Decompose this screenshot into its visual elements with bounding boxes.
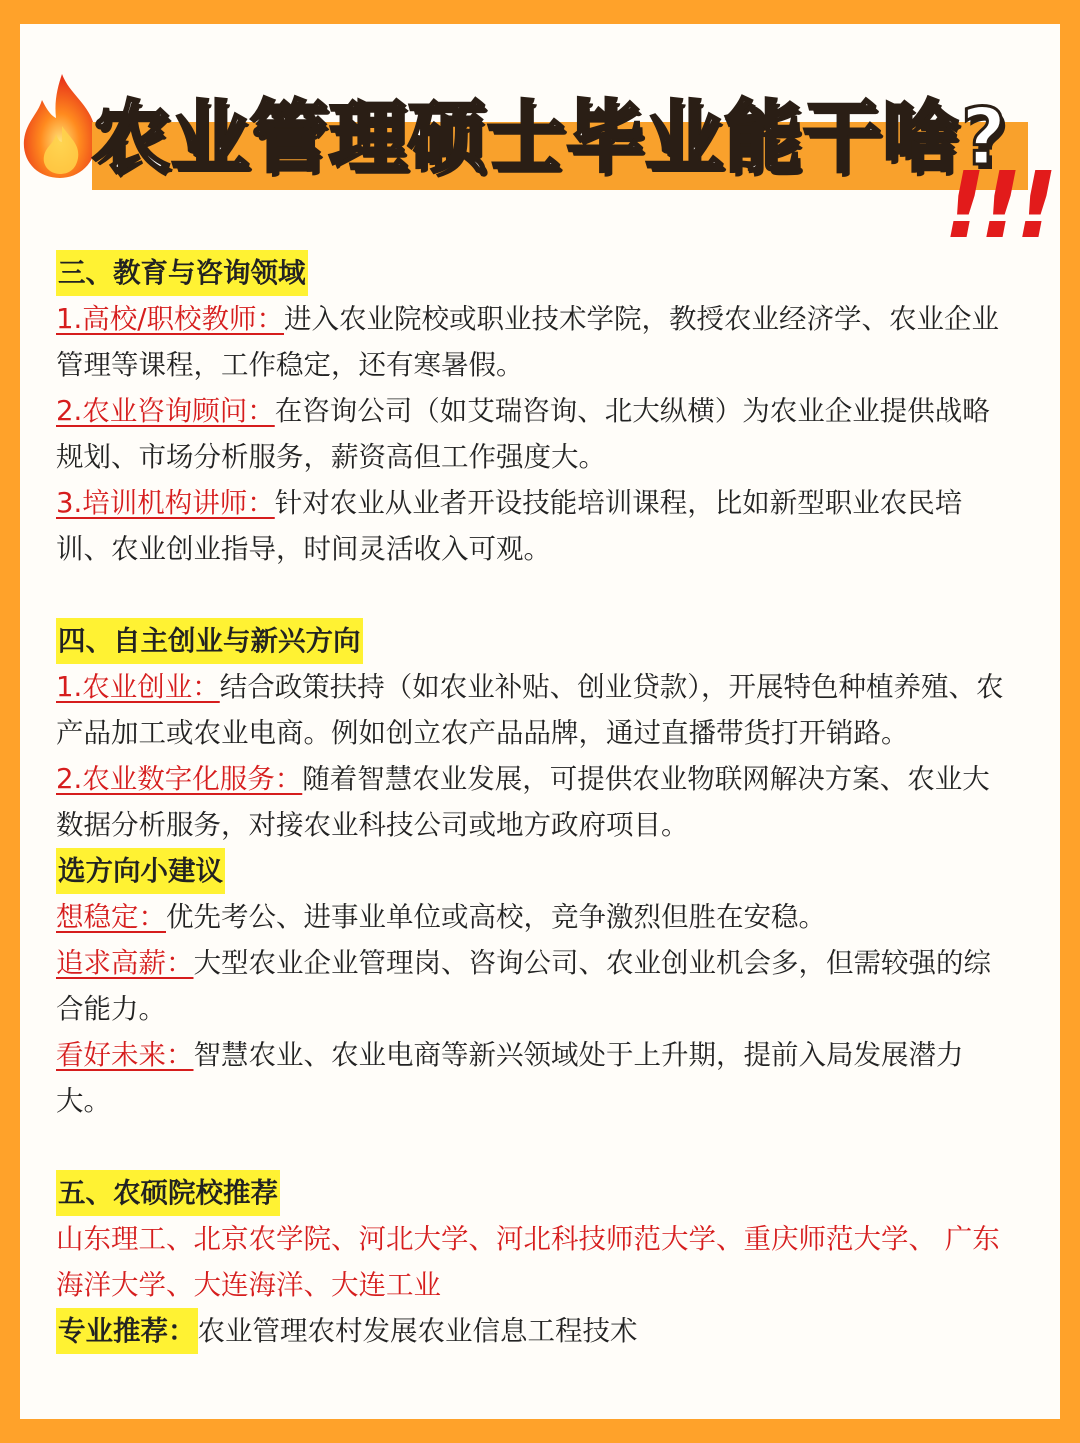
item-label: 3.培训机构讲师： [56, 487, 275, 519]
section-tips [56, 848, 1016, 1124]
fire-icon [18, 70, 102, 182]
section-heading: 四、自主创业与新兴方向 [56, 618, 363, 664]
item-text: 针对农业从业者开设技能培训课程，比如新型职业农民培训、农业创业指导，时间灵活收入可观。 [56, 487, 963, 565]
list-item [56, 1032, 1016, 1124]
major-recommendation [56, 1308, 1016, 1354]
item-text: 智慧农业、农业电商等新兴领域处于上升期，提前入局发展潜力大。 [56, 1039, 964, 1117]
section-startup [56, 618, 1016, 848]
main-content [56, 250, 1016, 1354]
item-label: 1.高校/职校教师： [56, 303, 285, 335]
section-schools [56, 1170, 1016, 1354]
list-item [56, 664, 1016, 756]
list-item [56, 756, 1016, 848]
page-title: 农业管理硕士毕业能干啥? [92, 93, 1008, 183]
list-item [56, 940, 1016, 1032]
major-label: 专业推荐： [56, 1308, 198, 1354]
section-heading: 三、教育与咨询领域 [56, 250, 308, 296]
item-text: 进入农业院校或职业技术学院，教授农业经济学、农业企业管理等课程，工作稳定，还有寒暑假。 [56, 303, 1000, 381]
item-label: 1.农业创业： [56, 671, 220, 703]
item-label: 2.农业咨询顾问： [56, 395, 275, 427]
item-label: 看好未来： [56, 1039, 194, 1071]
section-heading: 五、农硕院校推荐 [56, 1170, 280, 1216]
major-text: 农业管理农村发展农业信息工程技术 [197, 1315, 638, 1347]
item-label: 想稳定： [56, 901, 166, 933]
list-item [56, 894, 1016, 940]
item-text: 结合政策扶持（如农业补贴、创业贷款），开展特色种植养殖、农产品加工或农业电商。例如创立农产品品牌，通过直播带货打开销路。 [56, 671, 1004, 749]
school-list: 山东理工、北京农学院、河北大学、河北科技师范大学、重庆师范大学、 广东海洋大学、大连海洋、大连工业 [56, 1223, 1000, 1301]
item-text: 在咨询公司（如艾瑞咨询、北大纵横）为农业企业提供战略规划、市场分析服务，薪资高但工作强度大。 [56, 395, 990, 473]
list-item [56, 296, 1016, 388]
list-item [56, 388, 1016, 480]
item-text: 随着智慧农业发展，可提供农业物联网解决方案、农业大数据分析服务，对接农业科技公司或地方政府项目。 [56, 763, 990, 841]
item-text: 优先考公、进事业单位或高校，竞争激烈但胜在安稳。 [166, 901, 826, 933]
section-heading: 选方向小建议 [56, 848, 225, 894]
list-item [56, 480, 1016, 572]
section-education [56, 250, 1016, 572]
item-text: 大型农业企业管理岗、咨询公司、农业创业机会多，但需较强的综合能力。 [56, 947, 991, 1025]
item-label: 追求高薪： [56, 947, 194, 979]
item-label: 2.农业数字化服务： [56, 763, 303, 795]
exclamation-marks: !!! [944, 152, 1052, 259]
